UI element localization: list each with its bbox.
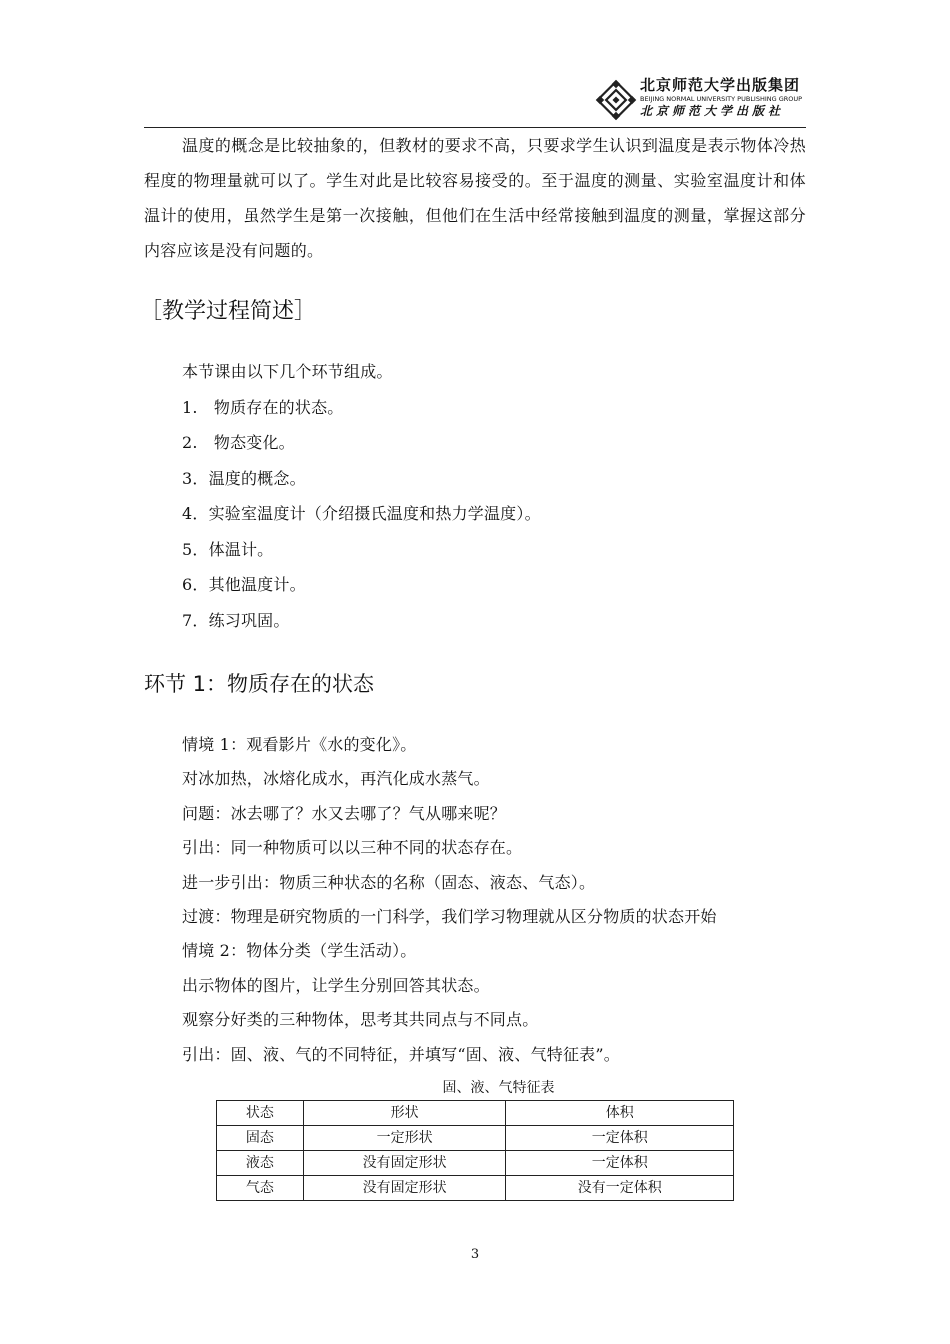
step-line: 出示物体的图片，让学生分别回答其状态。	[182, 975, 490, 995]
table-header-row	[217, 1100, 734, 1125]
publisher-logo-icon	[594, 78, 638, 122]
step-line: 引出：固、液、气的不同特征，并填写“固、液、气特征表”。	[182, 1044, 620, 1064]
section-title-teaching-process: ［教学过程简述］	[140, 299, 317, 324]
intro-paragraph: 温度的概念是比较抽象的，但教材的要求不高，只要求学生认识到温度是表示物体冷热程度的物理量就可以了。学生对此是比较容易接受的。至于温度的测量、实验室温度计和体温计的使用，虽然学生是第一次接触，但他们在生活中经常接触到温度的测量，掌握这部分内容应该是没有问题的。	[144, 136, 806, 260]
step-line: 观察分好类的三种物体，思考其共同点与不同点。	[182, 1010, 539, 1030]
table-header-cell: 形状	[303, 1100, 506, 1125]
step-1-lines	[144, 728, 806, 1072]
page-content	[140, 128, 806, 1201]
table-caption: 固、液、气特征表	[442, 1079, 555, 1096]
page-header	[144, 70, 806, 128]
step-line: 情境 1：观看影片《水的变化》。	[182, 735, 417, 754]
list-item: 4．实验室温度计（介绍摄氏温度和热力学温度）。	[182, 504, 541, 523]
press-name: 北京师范大学出版社	[640, 104, 785, 118]
list-item: 3．温度的概念。	[182, 468, 306, 488]
state-feature-table	[216, 1100, 734, 1201]
table-header-cell: 状态	[217, 1100, 304, 1125]
list-item: 2. 物态变化。	[182, 433, 295, 452]
list-item: 1. 物质存在的状态。	[182, 397, 344, 417]
step-line: 进一步引出：物质三种状态的名称（固态、液态、气态）。	[182, 872, 596, 892]
table-header-cell: 体积	[506, 1100, 734, 1125]
step-line: 情境 2：物体分类（学生活动）。	[182, 941, 417, 961]
publisher-name-en: BEIJING NORMAL UNIVERSITY PUBLISHING GROUP	[640, 95, 803, 103]
step-line: 问题：冰去哪了？水又去哪了？气从哪来呢？	[182, 803, 507, 823]
publisher-logo-text	[640, 76, 810, 119]
page-number: 3	[470, 1247, 480, 1262]
table-cell: 固态	[217, 1125, 304, 1150]
step-line: 引出：同一种物质可以以三种不同的状态存在。	[182, 838, 523, 858]
process-list	[144, 354, 806, 638]
table-cell: 液态	[217, 1150, 304, 1175]
process-lead: 本节课由以下几个环节组成。	[182, 362, 393, 381]
table-row	[217, 1150, 734, 1175]
table-cell: 气态	[217, 1175, 304, 1200]
table-cell: 一定体积	[506, 1125, 734, 1150]
step-line: 过渡：物理是研究物质的一门科学，我们学习物理就从区分物质的状态开始	[182, 906, 717, 926]
table-cell: 没有固定形状	[303, 1150, 506, 1175]
list-item: 6．其他温度计。	[182, 575, 306, 594]
table-row	[217, 1125, 734, 1150]
table-cell: 一定体积	[506, 1150, 734, 1175]
publisher-name-cn: 北京师范大学出版集团	[640, 76, 801, 94]
table-cell: 没有一定体积	[506, 1175, 734, 1200]
table-cell: 一定形状	[303, 1125, 506, 1150]
section-title-step-1: 环节 1：物质存在的状态	[144, 672, 375, 696]
list-item: 7．练习巩固。	[182, 610, 290, 630]
step-line: 对冰加热，冰熔化成水，再汽化成水蒸气。	[182, 769, 490, 789]
table-cell: 没有固定形状	[303, 1175, 506, 1200]
table-row	[217, 1175, 734, 1200]
list-item: 5．体温计。	[182, 539, 274, 559]
